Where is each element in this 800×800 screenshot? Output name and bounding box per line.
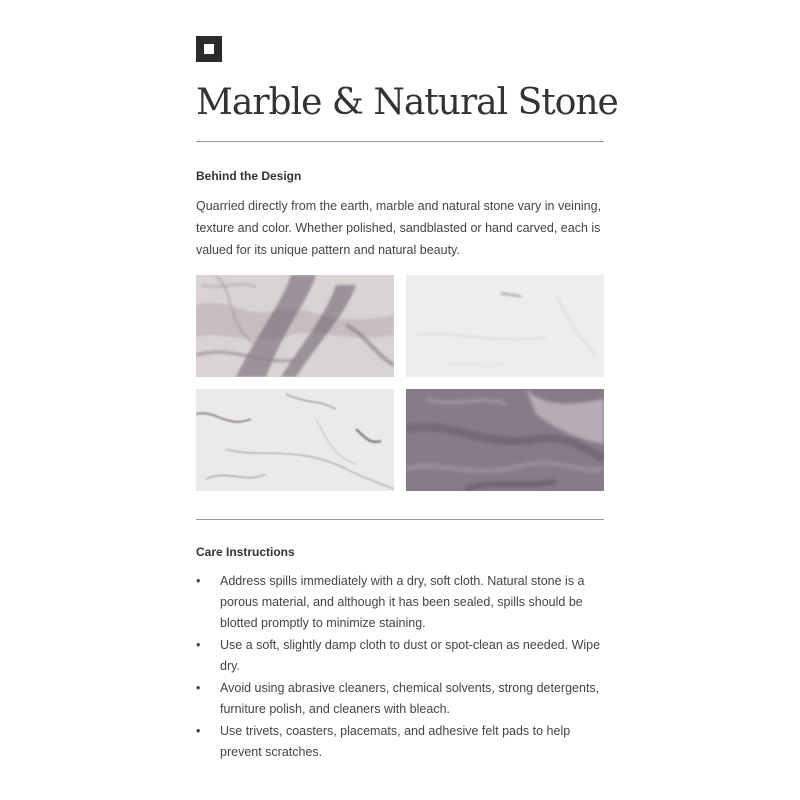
section-divider bbox=[196, 519, 604, 520]
list-item-text: Address spills immediately with a dry, soft cloth. Natural stone is a porous material, and although it has been sealed, spills should be blotted promptly to minimize staining. bbox=[220, 574, 585, 630]
list-item bbox=[196, 678, 606, 720]
marble-swatch-white bbox=[406, 275, 604, 377]
marble-swatch-purple-gray bbox=[406, 389, 604, 491]
bullet: • bbox=[196, 681, 201, 695]
marble-swatch-white-gray bbox=[196, 389, 394, 491]
list-item-text: Use a soft, slightly damp cloth to dust or spot-clean as needed. Wipe dry. bbox=[220, 638, 601, 673]
marble-swatch-lilac bbox=[196, 275, 394, 377]
page-title: Marble & Natural Stone bbox=[196, 82, 618, 123]
list-item-text: Avoid using abrasive cleaners, chemical solvents, strong detergents, furniture polish, and cleaners with bleach. bbox=[220, 681, 600, 716]
square-logo-icon bbox=[196, 36, 222, 62]
care-instructions-list bbox=[196, 571, 606, 764]
list-item-text: Use trivets, coasters, placemats, and adhesive felt pads to help prevent scratches. bbox=[220, 724, 571, 759]
design-description: Quarried directly from the earth, marble and natural stone vary in veining, texture and color. Whether polished, sandblasted or hand carved, each is valued for its unique pattern and natural beauty. bbox=[196, 199, 602, 257]
design-heading: Behind the Design bbox=[196, 169, 302, 183]
title-divider bbox=[196, 141, 604, 142]
list-item bbox=[196, 571, 606, 634]
care-heading: Care Instructions bbox=[196, 545, 295, 559]
list-item bbox=[196, 721, 606, 763]
bullet: • bbox=[196, 724, 201, 738]
list-item bbox=[196, 635, 606, 677]
bullet: • bbox=[196, 638, 201, 652]
bullet: • bbox=[196, 574, 201, 588]
